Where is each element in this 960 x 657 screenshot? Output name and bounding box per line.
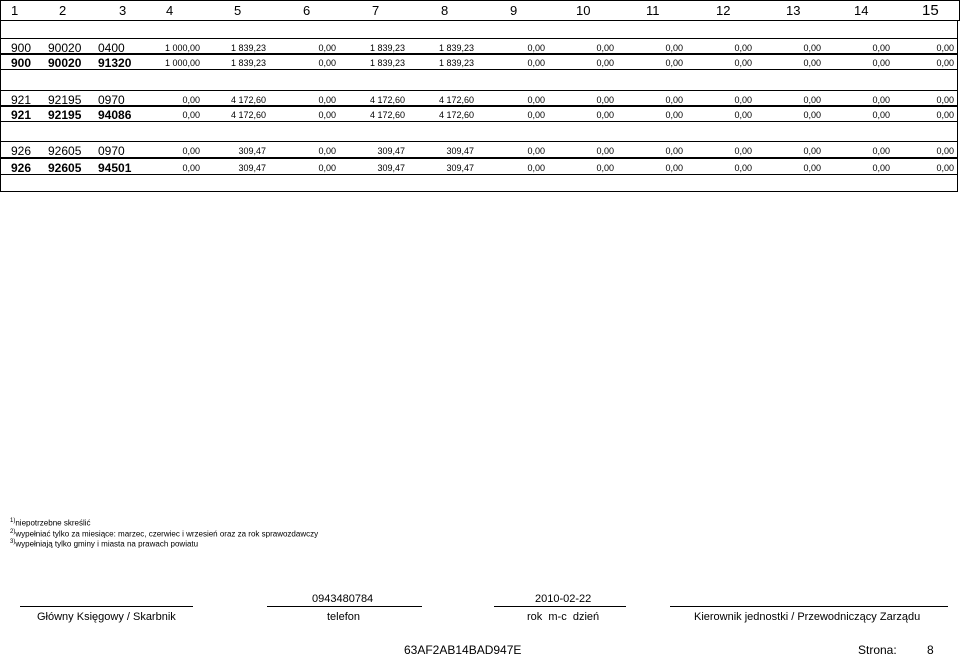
manager-label: Kierownik jednostki / Przewodniczący Zarządu — [694, 611, 921, 623]
value-cell: 309,47 — [446, 146, 474, 156]
value-cell: 309,47 — [446, 163, 474, 173]
value-cell: 0,00 — [936, 110, 954, 120]
table-row — [0, 105, 958, 122]
value-cell: 0,00 — [665, 110, 683, 120]
table-row — [0, 141, 958, 158]
value-cell: 0,00 — [936, 146, 954, 156]
code-cell-1: 926 — [11, 161, 32, 175]
signature-line-accountant — [20, 606, 193, 607]
header-col-12: 12 — [716, 3, 731, 18]
header-col-1: 1 — [11, 3, 19, 18]
value-cell: 0,00 — [527, 163, 545, 173]
value-cell: 0,00 — [936, 43, 954, 53]
date-label: rok m-c dzień — [527, 611, 600, 623]
code-cell-3: 0970 — [98, 93, 125, 107]
signature-line-date — [494, 606, 626, 607]
column-number-header — [0, 0, 960, 21]
value-cell: 0,00 — [803, 110, 821, 120]
footnote-1 — [10, 518, 91, 528]
value-cell: 1 000,00 — [164, 58, 200, 68]
header-col-11: 11 — [646, 3, 660, 18]
code-cell-2: 92605 — [48, 144, 82, 158]
value-cell: 0,00 — [318, 58, 336, 68]
value-cell: 0,00 — [182, 95, 200, 105]
value-cell: 0,00 — [318, 95, 336, 105]
footnote-3-mark: 3) — [10, 539, 16, 545]
group-spacer — [0, 122, 958, 141]
page-number: 8 — [927, 643, 934, 657]
code-cell-3: 94501 — [98, 161, 132, 175]
value-cell: 0,00 — [527, 110, 545, 120]
code-cell-3: 94086 — [98, 108, 132, 122]
code-cell-2: 90020 — [48, 41, 82, 55]
header-col-13: 13 — [786, 3, 801, 18]
value-cell: 4 172,60 — [230, 95, 266, 105]
value-cell: 0,00 — [665, 43, 683, 53]
value-cell: 4 172,60 — [438, 95, 474, 105]
table-row — [0, 53, 958, 70]
value-cell: 0,00 — [872, 58, 890, 68]
value-cell: 0,00 — [182, 146, 200, 156]
value-cell: 0,00 — [734, 110, 752, 120]
value-cell: 0,00 — [872, 95, 890, 105]
value-cell: 0,00 — [182, 163, 200, 173]
value-cell: 309,47 — [377, 146, 405, 156]
code-cell-1: 926 — [11, 144, 32, 158]
value-cell: 309,47 — [238, 146, 266, 156]
value-cell: 1 839,23 — [230, 58, 266, 68]
header-col-8: 8 — [441, 3, 449, 18]
value-cell: 0,00 — [936, 95, 954, 105]
code-cell-3: 91320 — [98, 56, 132, 70]
value-cell: 0,00 — [936, 163, 954, 173]
value-cell: 0,00 — [665, 58, 683, 68]
value-cell: 4 172,60 — [369, 110, 405, 120]
value-cell: 0,00 — [318, 43, 336, 53]
code-cell-2: 92195 — [48, 93, 82, 107]
header-col-10: 10 — [576, 3, 591, 18]
value-cell: 0,00 — [665, 163, 683, 173]
value-cell: 0,00 — [665, 95, 683, 105]
date-value: 2010-02-22 — [535, 593, 592, 605]
value-cell: 4 172,60 — [438, 110, 474, 120]
value-cell: 4 172,60 — [369, 95, 405, 105]
value-cell: 309,47 — [238, 163, 266, 173]
footnote-3 — [10, 539, 198, 549]
phone-value: 0943480784 — [312, 593, 374, 605]
footnote-2 — [10, 529, 318, 539]
value-cell: 309,47 — [377, 163, 405, 173]
value-cell: 0,00 — [527, 146, 545, 156]
value-cell: 0,00 — [803, 58, 821, 68]
value-cell: 0,00 — [318, 163, 336, 173]
value-cell: 0,00 — [936, 58, 954, 68]
footnote-3-text: wypełniają tylko gminy i miasta na prawach powiatu — [15, 539, 199, 549]
value-cell: 0,00 — [734, 43, 752, 53]
value-cell: 0,00 — [803, 43, 821, 53]
value-cell: 0,00 — [182, 110, 200, 120]
value-cell: 1 839,23 — [438, 58, 474, 68]
value-cell: 0,00 — [596, 146, 614, 156]
value-cell: 0,00 — [596, 95, 614, 105]
value-cell: 0,00 — [318, 110, 336, 120]
value-cell: 0,00 — [527, 95, 545, 105]
signature-line-phone — [267, 606, 422, 607]
value-cell: 0,00 — [872, 43, 890, 53]
code-cell-2: 92605 — [48, 161, 82, 175]
footnote-2-mark: 2) — [10, 529, 16, 535]
value-cell: 1 839,23 — [230, 43, 266, 53]
value-cell: 0,00 — [734, 146, 752, 156]
accountant-label: Główny Księgowy / Skarbnik — [37, 611, 176, 623]
code-cell-1: 900 — [11, 41, 32, 55]
code-cell-2: 92195 — [48, 108, 82, 122]
header-col-9: 9 — [510, 3, 518, 18]
header-col-14: 14 — [854, 3, 869, 18]
value-cell: 4 172,60 — [230, 110, 266, 120]
value-cell: 0,00 — [596, 163, 614, 173]
value-cell: 0,00 — [527, 43, 545, 53]
value-cell: 0,00 — [734, 163, 752, 173]
group-spacer — [0, 21, 958, 38]
value-cell: 0,00 — [527, 58, 545, 68]
signature-line-manager — [670, 606, 948, 607]
code-cell-1: 921 — [11, 108, 32, 122]
header-col-3: 3 — [119, 3, 127, 18]
footnote-1-text: niepotrzebne skreślić — [15, 518, 91, 528]
value-cell: 0,00 — [596, 43, 614, 53]
code-cell-1: 900 — [11, 56, 32, 70]
value-cell: 0,00 — [803, 95, 821, 105]
value-cell: 0,00 — [872, 110, 890, 120]
footnote-2-text: wypełniać tylko za miesiące: marzec, czerwiec i wrzesień oraz za rok sprawozdawczy — [15, 529, 319, 539]
value-cell: 0,00 — [872, 163, 890, 173]
value-cell: 1 839,23 — [438, 43, 474, 53]
value-cell: 0,00 — [734, 58, 752, 68]
value-cell: 0,00 — [665, 146, 683, 156]
code-cell-2: 90020 — [48, 56, 82, 70]
value-cell: 0,00 — [734, 95, 752, 105]
footnote-1-mark: 1) — [10, 518, 16, 524]
value-cell: 0,00 — [803, 163, 821, 173]
value-cell: 0,00 — [596, 58, 614, 68]
code-cell-3: 0400 — [98, 41, 125, 55]
code-cell-1: 921 — [11, 93, 32, 107]
value-cell: 1 839,23 — [369, 43, 405, 53]
value-cell: 0,00 — [596, 110, 614, 120]
header-col-7: 7 — [372, 3, 380, 18]
group-spacer — [0, 175, 958, 192]
value-cell: 1 839,23 — [369, 58, 405, 68]
document-code: 63AF2AB14BAD947E — [404, 643, 522, 657]
page-label: Strona: — [858, 643, 897, 657]
phone-label: telefon — [327, 611, 361, 623]
value-cell: 0,00 — [872, 146, 890, 156]
value-cell: 1 000,00 — [164, 43, 200, 53]
group-spacer — [0, 70, 958, 90]
value-cell: 0,00 — [803, 146, 821, 156]
header-col-15: 15 — [922, 2, 939, 19]
header-col-2: 2 — [59, 3, 67, 18]
header-col-5: 5 — [234, 3, 242, 18]
header-col-6: 6 — [303, 3, 311, 18]
code-cell-3: 0970 — [98, 144, 125, 158]
header-col-4: 4 — [166, 3, 174, 18]
table-row — [0, 158, 958, 175]
value-cell: 0,00 — [318, 146, 336, 156]
